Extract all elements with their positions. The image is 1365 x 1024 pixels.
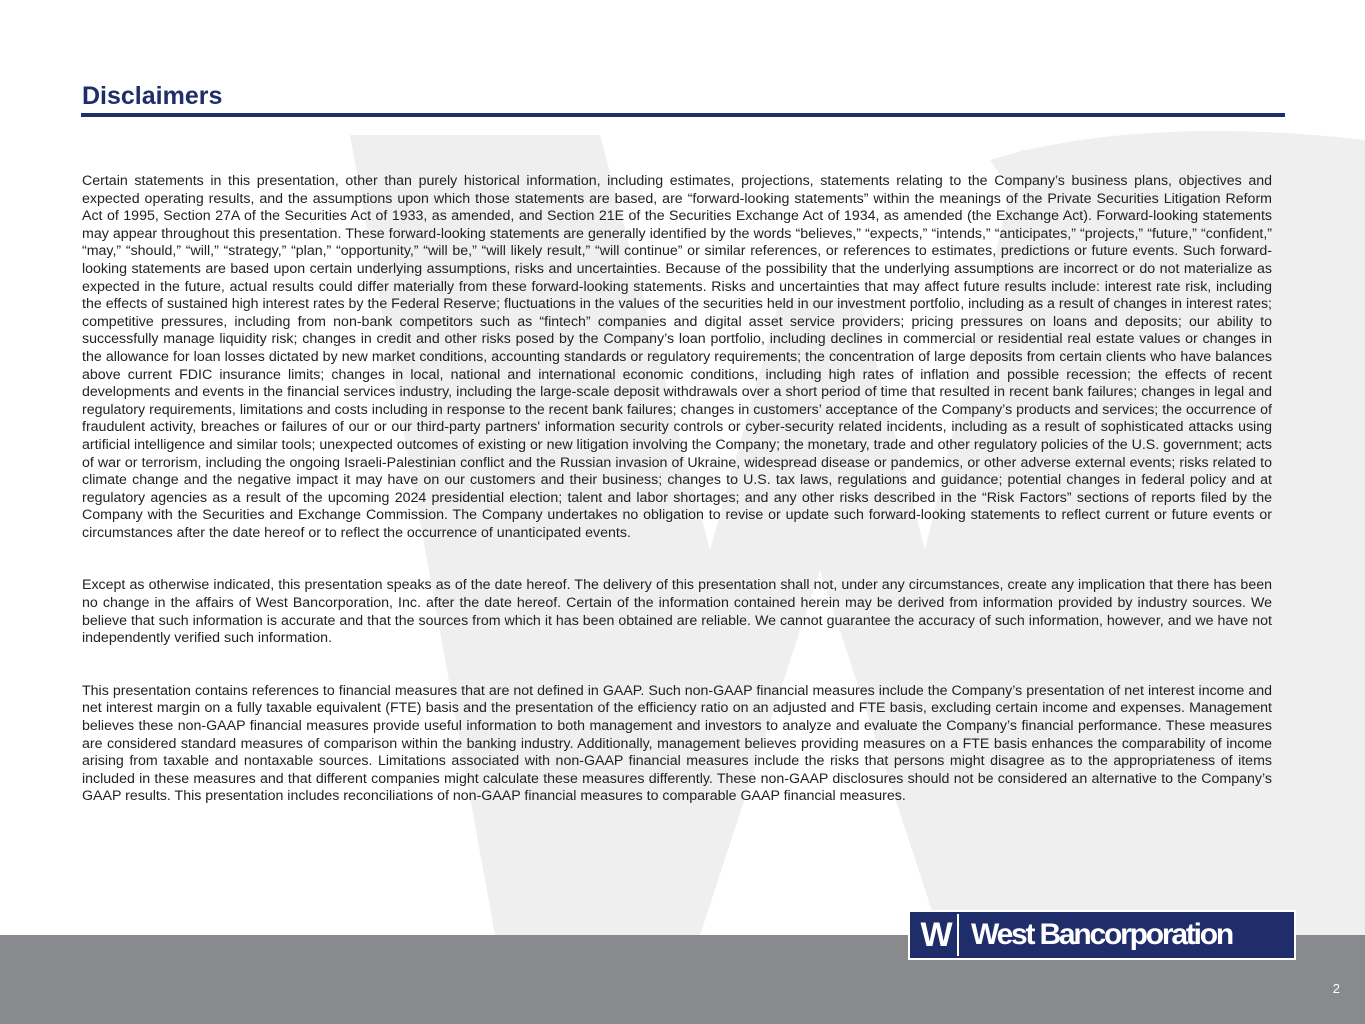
forward-looking-paragraph: Certain statements in this presentation, other than purely historical information, including estimates, projections, statements relating to the Company’s business plans, objectives and expected operating results, and the assumptions upon which those statements are based, are “forward-looking statements” within the meanings of the Private Securities Litigation Reform Act of 1995, Section 27A of the Securities Act of 1933, as amended, and Section 21E of the Securities Exchange Act of 1934, as amended (the Exchange Act). Forward-looking statements may appear throughout this presentation. These forward-looking statements are generally identified by the words “believes,” “expects,” “intends,” “anticipates,” “projects,” “future,” “confident,” “may,” “should,” “will,” “strategy,” “plan,” “opportunity,” “will be,” “will likely result,” “will continue” or similar references, or references to estimates, predictions or future events. Such forward-looking statements are based upon certain underlying assumptions, risks and uncertainties. Because of the possibility that the underlying assumptions are incorrect or do not materialize as expected in the future, actual results could differ materially from these forward-looking statements. Risks and uncertainties that may affect future results include: interest rate risk, including the effects of sustained high interest rates by the Federal Reserve; fluctuations in the values of the securities held in our investment portfolio, including as a result of changes in interest rates; competitive pressures, including from non-bank competitors such as “fintech” companies and digital asset service providers; pricing pressures on loans and deposits; our ability to successfully manage liquidity risk; changes in credit and other risks posed by the Company’s loan portfolio, including declines in commercial or residential real estate values or changes in the allowance for loan losses dictated by new market conditions, accounting standards or regulatory requirements; the concentration of large deposits from certain clients who have balances above current FDIC insurance limits; changes in local, national and international economic conditions, including high rates of inflation and possible recession; the effects of recent developments and events in the financial services industry, including the large-scale deposit withdrawals over a short period of time that resulted in recent bank failures; changes in legal and regulatory requirements, limitations and costs including in response to the recent bank failures; changes in customers’ acceptance of the Company’s products and services; the occurrence of fraudulent activity, breaches or failures of our or our third-party partners' information security controls or cyber-security related incidents, including as a result of sophisticated attacks using artificial intelligence and similar tools; unexpected outcomes of existing or new litigation involving the Company; the monetary, trade and other regulatory policies of the U.S. government; acts of war or terrorism, including the ongoing Israeli-Palestinian conflict and the Russian invasion of Ukraine, widespread disease or pandemics, or other adverse external events; risks related to climate change and the negative impact it may have on our customers and their business; changes to U.S. tax laws, regulations and guidance; potential changes in federal policy and at regulatory agencies as a result of the upcoming 2024 presidential election; talent and labor shortages; and any other risks described in the “Risk Factors” sections of reports filed by the Company with the Securities and Exchange Commission. The Company undertakes no obligation to revise or update such forward-looking statements to reflect current or future events or circumstances after the date hereof or to reflect the occurrence of unanticipated events. xyxy=(82,173,1272,541)
date-hereof-paragraph: Except as otherwise indicated, this presentation speaks as of the date hereof. The delivery of this presentation shall not, under any circumstances, create any implication that there has been no change in the affairs of West Bancorporation, Inc. after the date hereof. Certain of the information contained herein may be derived from information provided by industry sources. We believe that such information is accurate and that the sources from which it has been obtained are reliable. We cannot guarantee the accuracy of such information, however, and we have not independently verified such information. xyxy=(82,577,1272,647)
non-gaap-paragraph: This presentation contains references to financial measures that are not defined in GAAP. Such non-GAAP financial measures include the Company’s presentation of net interest income and net interest margin on a fully taxable equivalent (FTE) basis and the presentation of the efficiency ratio on an adjusted and FTE basis, excluding certain income and expenses. Management believes these non-GAAP financial measures provide useful information to both management and investors to analyze and evaluate the Company’s financial performance. These measures are considered standard measures of comparison within the banking industry. Additionally, management believes providing measures on a FTE basis enhances the comparability of income arising from taxable and nontaxable sources. Limitations associated with non-GAAP financial measures include the risks that persons might disagree as to the appropriateness of items included in these measures and that different companies might calculate these measures differently. These non-GAAP disclosures should not be considered an alternative to the Company’s GAAP results. This presentation includes reconciliations of non-GAAP financial measures to comparable GAAP financial measures. xyxy=(82,682,1272,805)
title-underline xyxy=(81,113,1285,117)
page-number: 2 xyxy=(1332,981,1340,996)
page-title: Disclaimers xyxy=(82,82,223,110)
logo-wordmark: West Bancorporation xyxy=(971,918,1233,951)
company-logo xyxy=(908,910,1296,960)
disclaimer-body xyxy=(82,173,1272,806)
logo-w-mark: W xyxy=(913,914,959,956)
